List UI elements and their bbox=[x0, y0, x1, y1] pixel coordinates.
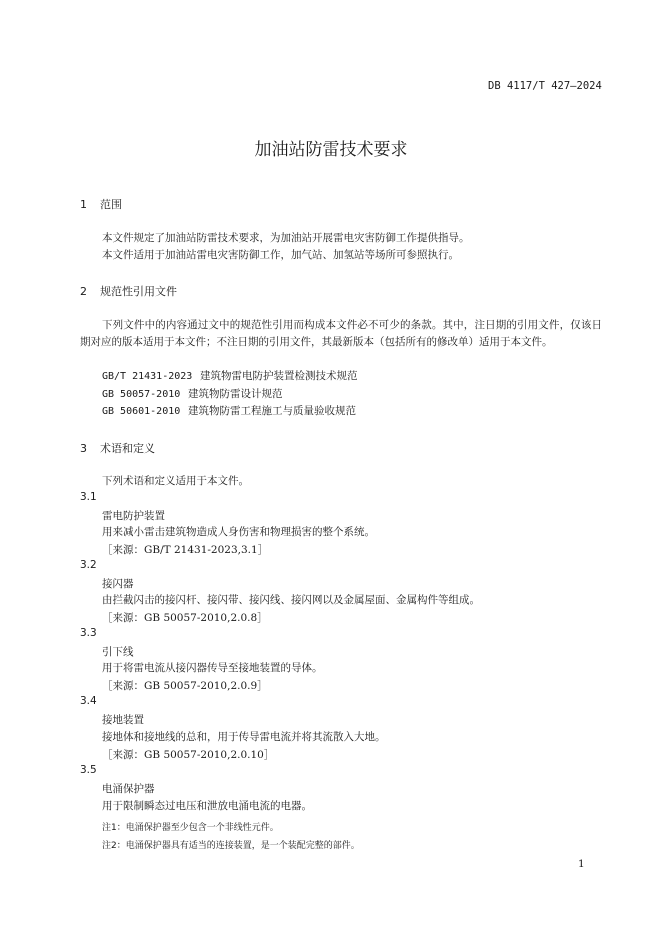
reference-item bbox=[102, 386, 283, 403]
note-text: 电涌保护器至少包含一个非线性元件。 bbox=[125, 823, 279, 833]
term-definition: 用来减小雷击建筑物造成人身伤害和物理损害的整个系统。 bbox=[102, 526, 375, 538]
term-name: 接闪器 bbox=[102, 578, 134, 590]
section-1-heading bbox=[80, 196, 122, 212]
section-3-heading bbox=[80, 440, 155, 456]
term-source: ［来源：GB 50057-2010,2.0.8］ bbox=[102, 612, 268, 624]
paragraph: 本文件规定了加油站防雷技术要求，为加油站开展雷电灾害防御工作提供指导。 bbox=[102, 232, 470, 244]
reference-name: 建筑物防雷工程施工与质量验收规范 bbox=[188, 405, 356, 417]
term-source: ［来源：GB 50057-2010,2.0.9］ bbox=[102, 680, 268, 692]
term-name: 电涌保护器 bbox=[102, 783, 155, 795]
doc-code: DB 4117/T 427—2024 bbox=[488, 80, 602, 92]
reference-name: 建筑物防雷设计规范 bbox=[188, 388, 283, 400]
term-number: 3.4 bbox=[80, 695, 97, 707]
term-number: 3.1 bbox=[80, 491, 97, 503]
paragraph: 本文件适用于加油站雷电灾害防御工作，加气站、加氢站等场所可参照执行。 bbox=[102, 249, 459, 261]
note bbox=[102, 820, 279, 833]
term-name: 接地装置 bbox=[102, 714, 144, 726]
reference-item bbox=[102, 403, 356, 420]
term-definition: 接地体和接地线的总和，用于传导雷电流并将其流散入大地。 bbox=[102, 731, 386, 743]
note-label: 注1： bbox=[102, 823, 126, 833]
section-number: 2 bbox=[80, 285, 87, 298]
reference-code: GB 50601-2010 bbox=[102, 406, 181, 417]
paragraph: 下列术语和定义适用于本文件。 bbox=[102, 475, 249, 487]
reference-item bbox=[102, 368, 358, 385]
term-number: 3.2 bbox=[80, 559, 97, 571]
term-definition: 由拦截闪击的接闪杆、接闪带、接闪线、接闪网以及金属屋面、金属构件等组成。 bbox=[102, 594, 480, 606]
term-definition: 用于将雷电流从接闪器传导至接地装置的导体。 bbox=[102, 662, 323, 674]
reference-name: 建筑物雷电防护装置检测技术规范 bbox=[200, 370, 358, 382]
note-label: 注2： bbox=[102, 841, 126, 851]
section-number: 3 bbox=[80, 442, 87, 455]
term-source: ［来源：GB 50057-2010,2.0.10］ bbox=[102, 749, 275, 761]
note bbox=[102, 838, 360, 851]
reference-code: GB 50057-2010 bbox=[102, 389, 181, 400]
reference-code: GB/T 21431-2023 bbox=[102, 371, 193, 382]
term-number: 3.3 bbox=[80, 627, 97, 639]
term-definition: 用于限制瞬态过电压和泄放电涌电流的电器。 bbox=[102, 800, 312, 812]
term-name: 引下线 bbox=[102, 646, 134, 658]
page-title: 加油站防雷技术要求 bbox=[254, 140, 408, 160]
section-title: 范围 bbox=[100, 198, 122, 211]
page-number: 1 bbox=[578, 858, 585, 870]
section-title: 术语和定义 bbox=[100, 442, 155, 455]
paragraph: 下列文件中的内容通过文中的规范性引用而构成本文件必不可少的条款。其中，注日期的引用文件，仅该日期对应的版本适用于本文件；不注日期的引用文件，其最新版本（包括所有的修改单）适用于本文件。 bbox=[80, 319, 602, 348]
term-number: 3.5 bbox=[80, 764, 97, 776]
term-name: 雷电防护装置 bbox=[102, 510, 165, 522]
note-text: 电涌保护器具有适当的连接装置，是一个装配完整的部件。 bbox=[125, 841, 360, 851]
section-title: 规范性引用文件 bbox=[100, 285, 177, 298]
section-number: 1 bbox=[80, 198, 87, 211]
term-source: ［来源：GB/T 21431-2023,3.1］ bbox=[102, 544, 269, 556]
section-2-heading bbox=[80, 283, 177, 299]
